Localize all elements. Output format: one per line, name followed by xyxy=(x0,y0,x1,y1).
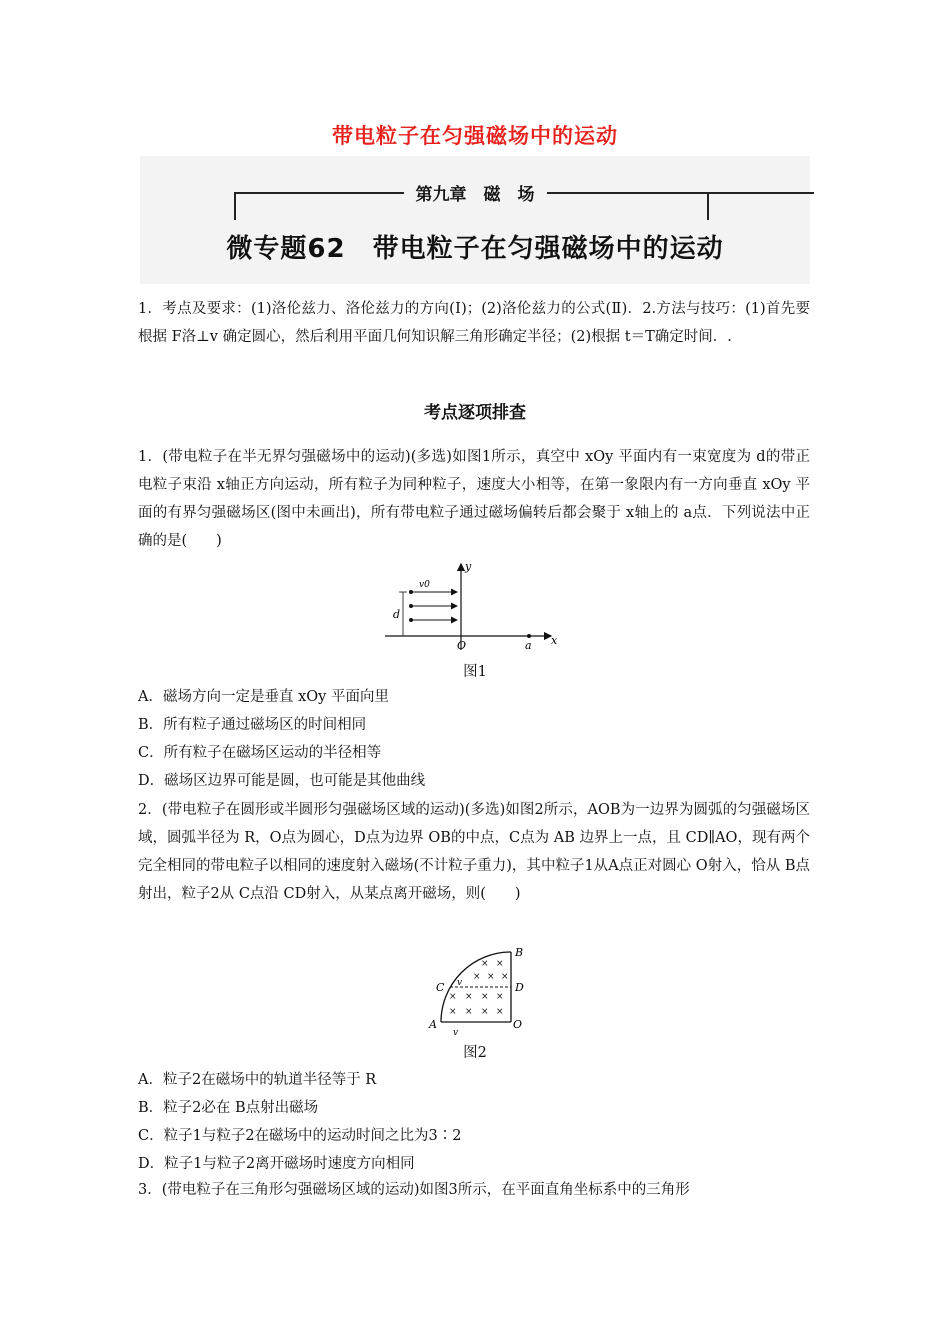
q2-option-a: A．粒子2在磁场中的轨道半径等于 R xyxy=(138,1072,377,1088)
x-axis-label: x xyxy=(551,634,558,647)
q2-option-d: D．粒子1与粒子2离开磁场时速度方向相同 xyxy=(138,1156,415,1172)
velocity-label-a: v xyxy=(453,1028,459,1036)
field-marks xyxy=(449,959,509,1017)
q1-option-c: C．所有粒子在磁场区运动的半径相等 xyxy=(138,745,382,761)
point-a xyxy=(527,634,531,638)
velocity-label-c: v xyxy=(457,978,463,988)
svg-text:×: × xyxy=(465,1007,473,1017)
svg-text:×: × xyxy=(473,972,481,982)
origin-label: O xyxy=(457,639,467,652)
label-c: C xyxy=(436,981,445,994)
svg-text:×: × xyxy=(496,1007,504,1017)
svg-text:×: × xyxy=(449,1007,457,1017)
label-b: B xyxy=(515,946,524,959)
question-1-stem: 1．(带电粒子在半无界匀强磁场中的运动)(多选)如图1所示，真空中 xOy 平面内有一束宽度为 d的带正电粒子束沿 x轴正方向运动，所有粒子为同种粒子，速度大小相等，在第一象限内有一方向垂直 xOy 平面的有界匀强磁场区(图中未画出)，所有带电粒子通过磁场偏转后都会聚于 x轴上的 a点．下列说法中正确的是( ) xyxy=(138,449,810,549)
svg-text:×: × xyxy=(465,992,473,1002)
label-o: O xyxy=(513,1018,523,1031)
document-title: 带电粒子在匀强磁场中的运动 xyxy=(332,124,618,148)
intro-paragraph: 1．考点及要求：(1)洛伦兹力、洛伦兹力的方向(Ⅰ)；(2)洛伦兹力的公式(Ⅱ)．2.方法与技巧：(1)首先要根据 F洛⊥v 确定圆心，然后利用平面几何知识解三角形确定半径；(2)根据 t＝T确定时间．. xyxy=(138,301,810,345)
svg-text:×: × xyxy=(481,992,489,1002)
figure-1-caption: 图1 xyxy=(463,664,487,680)
chapter-banner xyxy=(140,156,810,284)
question-2-stem: 2．(带电粒子在圆形或半圆形匀强磁场区域的运动)(多选)如图2所示，AOB为一边界为圆弧的匀强磁场区域，圆弧半径为 R，O点为圆心，D点为边界 OB的中点，C点为 AB 边界上一点，且 CD∥AO，现有两个完全相同的带电粒子以相同的速度射入磁场(不计粒子重力)，其中粒子1从A点正对圆心 O射入，恰从 B点射出，粒子2从 C点沿 CD射入，从某点离开磁场，则( ) xyxy=(138,802,810,902)
svg-text:×: × xyxy=(501,972,509,982)
y-axis-label: y xyxy=(465,560,472,573)
svg-text:×: × xyxy=(487,972,495,982)
d-label: d xyxy=(393,608,401,621)
chapter-heading: 第九章 磁 场 xyxy=(140,180,810,205)
svg-text:×: × xyxy=(449,992,457,1002)
label-d: D xyxy=(515,981,524,994)
svg-text:×: × xyxy=(481,1007,489,1017)
svg-text:×: × xyxy=(496,959,504,969)
label-a: A xyxy=(429,1018,437,1031)
svg-text:×: × xyxy=(481,959,489,969)
q1-option-d: D．磁场区边界可能是圆，也可能是其他曲线 xyxy=(138,773,426,789)
topic-heading: 微专题62 带电粒子在匀强磁场中的运动 xyxy=(226,234,724,264)
figure-2 xyxy=(425,944,530,1036)
figure-1 xyxy=(385,560,565,652)
question-3-stem: 3．(带电粒子在三角形匀强磁场区域的运动)如图3所示，在平面直角坐标系中的三角形 xyxy=(138,1182,690,1198)
q1-option-a: A．磁场方向一定是垂直 xOy 平面向里 xyxy=(138,689,389,705)
q2-option-b: B．粒子2必在 B点射出磁场 xyxy=(138,1100,319,1116)
v0-label: v0 xyxy=(419,580,430,590)
particle-beam xyxy=(409,590,457,622)
svg-text:×: × xyxy=(496,992,504,1002)
figure-2-caption: 图2 xyxy=(463,1045,487,1061)
q1-option-b: B．所有粒子通过磁场区的时间相同 xyxy=(138,717,367,733)
q2-option-c: C．粒子1与粒子2在磁场中的运动时间之比为3∶2 xyxy=(138,1128,462,1144)
section-title: 考点逐项排查 xyxy=(424,403,526,423)
point-a-label: a xyxy=(525,639,532,652)
